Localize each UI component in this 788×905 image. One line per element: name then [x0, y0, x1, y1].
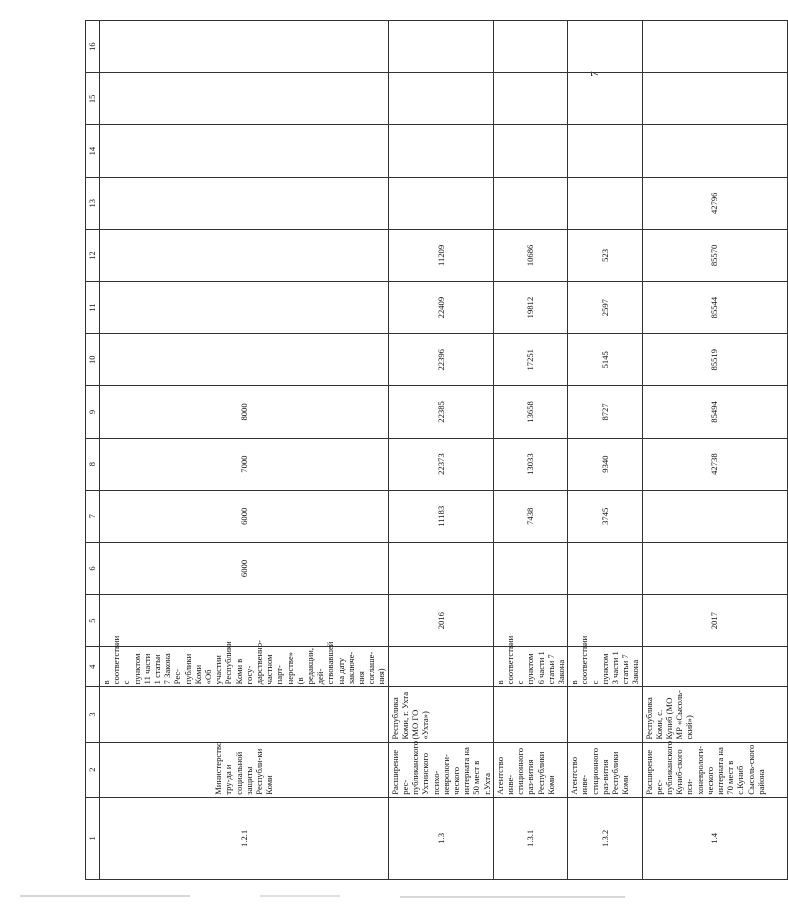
cell-value: 22385 — [388, 386, 493, 438]
col-header: 7 — [86, 490, 100, 542]
investment-table — [85, 20, 788, 880]
cell-value: 17251 — [493, 334, 567, 386]
row-number: 1.3.2 — [568, 797, 642, 879]
cell-value — [493, 542, 567, 594]
table-row — [568, 21, 642, 880]
table-row — [100, 21, 389, 880]
cell-value: 85494 — [642, 386, 787, 438]
cell-value — [388, 542, 493, 594]
cell-basis: в соответствии с пунктом 11 части 1 статьи 7 Закона Рес-публики Коми «Об участии Республики Коми в госу-дарственно-частном парт-нерстве» (в редакции, дей-ствовавшей на дату заключе-ния соглаше-ния) — [100, 647, 389, 687]
cell-value: 6000 — [100, 542, 389, 594]
table-row — [642, 21, 787, 880]
cell-value: 22409 — [388, 282, 493, 334]
cell-value: 3745 — [568, 490, 642, 542]
col-header: 11 — [86, 282, 100, 334]
cell-value: 2597 — [568, 282, 642, 334]
cell-value — [568, 542, 642, 594]
page-number: 7 — [588, 71, 601, 77]
col-header: 15 — [86, 73, 100, 125]
cell-value — [568, 21, 642, 73]
cell-location: Республика Коми, г. Ухта (МО ГО «Ухта») — [388, 687, 493, 742]
col-header: 10 — [86, 334, 100, 386]
cell-value — [642, 490, 787, 542]
col-header: 13 — [86, 177, 100, 229]
col-header: 12 — [86, 229, 100, 281]
cell-year: 2017 — [642, 595, 787, 647]
cell-value: 85519 — [642, 334, 787, 386]
cell-value: 8727 — [568, 386, 642, 438]
column-number-row — [86, 21, 100, 880]
cell-value: 85544 — [642, 282, 787, 334]
cell-value — [642, 73, 787, 125]
cell-value — [493, 125, 567, 177]
col-header: 16 — [86, 21, 100, 73]
row-number: 1.2.1 — [100, 797, 389, 879]
cell-value: 11183 — [388, 490, 493, 542]
cell-year — [100, 595, 389, 647]
cell-value — [100, 282, 389, 334]
cell-value: 6000 — [100, 490, 389, 542]
document-table-area — [85, 20, 766, 880]
cell-value — [100, 177, 389, 229]
col-header: 6 — [86, 542, 100, 594]
cell-value — [493, 73, 567, 125]
col-header: 3 — [86, 687, 100, 742]
cell-name: Расширение рес-публиканского Ухтинского психо-неврологи-ческого интерната на 50 мест в г.Ухта — [388, 742, 493, 797]
cell-value — [642, 542, 787, 594]
cell-value: 11209 — [388, 229, 493, 281]
cell-value: 10686 — [493, 229, 567, 281]
col-header: 14 — [86, 125, 100, 177]
cell-value: 42738 — [642, 438, 787, 490]
cell-name: Агентство инве-стиционного раз-вития Республики Коми — [568, 742, 642, 797]
scan-edge-lines — [0, 893, 640, 901]
cell-value — [388, 177, 493, 229]
col-header: 5 — [86, 595, 100, 647]
cell-name: Министерство тру-да и социальной защиты Республи-ки Коми — [100, 742, 389, 797]
cell-value: 22396 — [388, 334, 493, 386]
cell-value — [100, 21, 389, 73]
cell-location — [100, 687, 389, 742]
row-number: 1.3 — [388, 797, 493, 879]
cell-value — [100, 334, 389, 386]
cell-value: 42796 — [642, 177, 787, 229]
cell-location — [568, 687, 642, 742]
rotated-table-container — [85, 20, 766, 880]
cell-value: 9340 — [568, 438, 642, 490]
cell-basis — [388, 647, 493, 687]
cell-value: 22373 — [388, 438, 493, 490]
cell-value — [642, 125, 787, 177]
cell-value — [642, 21, 787, 73]
cell-value — [100, 229, 389, 281]
table-row — [493, 21, 567, 880]
table-row — [388, 21, 493, 880]
cell-basis: в соответствии с пунктом 6 части 1 статьи 7 Закона — [493, 647, 567, 687]
cell-value: 523 — [568, 229, 642, 281]
cell-basis — [642, 647, 787, 687]
cell-value — [100, 73, 389, 125]
row-number: 1.3.1 — [493, 797, 567, 879]
cell-value — [388, 73, 493, 125]
cell-value: 7438 — [493, 490, 567, 542]
cell-basis: в соответствии с пунктом 3 части 1 статьи 7 Закона — [568, 647, 642, 687]
cell-value: 85570 — [642, 229, 787, 281]
cell-value: 7000 — [100, 438, 389, 490]
cell-name: Агентство инве-стиционного раз-вития Республики Коми — [493, 742, 567, 797]
col-header: 8 — [86, 438, 100, 490]
cell-name: Расширение рес-публиканского Куниб-ского пси-хоневрологи-ческого интерната на 70 мест в с.Куниб Сысоль-ского района — [642, 742, 787, 797]
cell-location: Республика Коми, с. Куниб (МО МР «Сысоль-ский») — [642, 687, 787, 742]
row-number: 1.4 — [642, 797, 787, 879]
cell-value: 5145 — [568, 334, 642, 386]
cell-value — [388, 125, 493, 177]
col-header: 9 — [86, 386, 100, 438]
cell-year: 2016 — [388, 595, 493, 647]
col-header: 4 — [86, 647, 100, 687]
col-header: 1 — [86, 797, 100, 879]
cell-value: 19812 — [493, 282, 567, 334]
cell-value — [388, 21, 493, 73]
cell-value: 13658 — [493, 386, 567, 438]
cell-value: 13033 — [493, 438, 567, 490]
cell-value — [493, 21, 567, 73]
cell-value — [568, 73, 642, 125]
cell-value: 8000 — [100, 386, 389, 438]
cell-location — [493, 687, 567, 742]
cell-value — [100, 125, 389, 177]
col-header: 2 — [86, 742, 100, 797]
cell-value — [568, 125, 642, 177]
cell-value — [493, 177, 567, 229]
cell-value — [568, 177, 642, 229]
